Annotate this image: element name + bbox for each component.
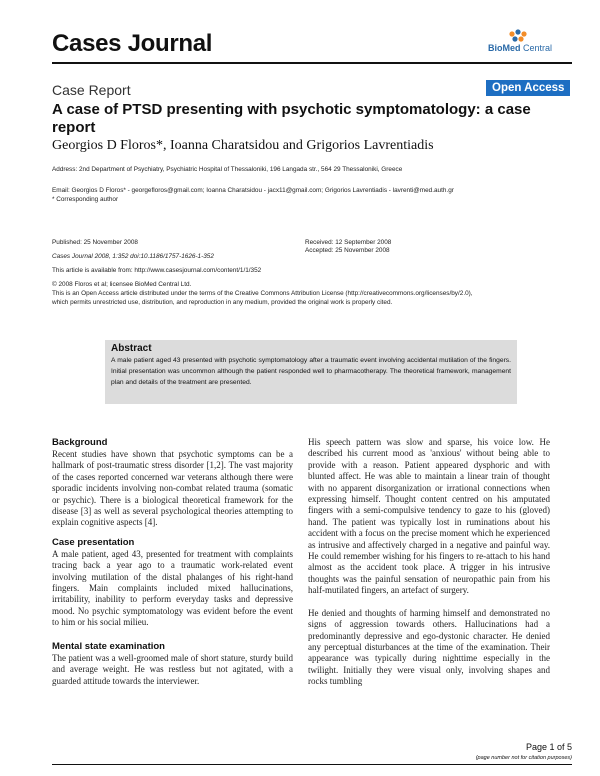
article-title: A case of PTSD presenting with psychotic symptomatology: a case report [52, 101, 531, 136]
right-paragraph-1: His speech pattern was slow and sparse, his voice low. He described his current mood as 'anxious' without being able to provide with a reason. Patient appeared dysphoric and with blunted affect. He was able to maintain a linear train of thought with no apparent disorganization or irrational connections when expressing himself. Thought content centred on his amputated fingers with a semi-compulsive tendency to gaze to his (gloved) hand. The patient was typically lost in ruminations about his accident with a focus on the precise moment which he experienced as intrusive and affectively charged in a negative and painful way. He could remember wishing for his fingers to re-attach to his hand almost as the accident took place. A trigger in his intrusive thoughts was the painful sensation of neuropathic pain from his half-mutilated fingers, an artefact of surgery. [308, 437, 550, 596]
abstract-heading: Abstract [111, 343, 152, 354]
published-date: Published: 25 November 2008 [52, 239, 138, 246]
biomed-central-logo [488, 28, 562, 54]
received-date: Received: 12 September 2008 [305, 239, 392, 246]
logo-publisher-light: Central [520, 43, 553, 53]
article-type: Case Report [52, 82, 131, 98]
mental-state-text: The patient was a well-groomed male of short stature, sturdy build and average weight. He was restless but not agitated, with a guarded attitude towards the interviewer. [52, 652, 293, 686]
right-paragraph-2: He denied and thoughts of harming himself and demonstrated no signs of aggression towards others. Hallucinations had a predominantly depressive and ego-dystonic character. He denied any perceptual disturbances at the time of the examination. Their appearance was typically during nighttime especially in the twilight. Initially they were visual only, involving shapes and rocks tumbling [308, 607, 550, 687]
page-number-note: (page number not for citation purposes) [475, 755, 572, 761]
author-list: Georgios D Floros*, Ioanna Charatsidou and Grigorios Lavrentiadis [52, 138, 434, 153]
background-heading: Background [52, 437, 108, 448]
mental-state-heading: Mental state examination [52, 640, 165, 652]
author-emails: Email: Georgios D Floros* - georgefloros@gmail.com; Ioanna Charatsidou - jacx11@gmail.com; Grigorios Lavrentiadis - lavrenti@med.auth.gr [52, 187, 454, 194]
journal-title: Cases Journal [52, 30, 213, 57]
page-number: Page 1 of 5 [525, 742, 572, 752]
abstract-box [105, 340, 517, 404]
corresponding-note: * Corresponding author [52, 196, 119, 203]
case-presentation-text: A male patient, aged 43, presented for treatment with complaints tracing back a year ago to a traumatic work-related event involving mutilation of the distal phalanges of his right-hand fingers. Main complaints included mixed hallucinations, irritability, inability to perform everyday tasks and depressive mood. No psychic symptomatology was evident before the event to him or his social milieu. [52, 548, 293, 628]
case-presentation-heading: Case presentation [52, 536, 135, 548]
article-url[interactable]: This article is available from: http://www.casesjournal.com/content/1/1/352 [52, 267, 262, 274]
left-column [52, 437, 293, 687]
background-text: Recent studies have shown that psychotic symptoms can be a hallmark of post-traumatic stress disorder [1,2]. The vast majority of the cases reported concerned war veterans although there were sporadic incidents involving non-combat related trauma (somatic or psychic). There is a biological theoretical framework for the disease [3] as well as several psychological theories attempting to explain cognitive aspects [4]. [52, 449, 293, 528]
copyright: © 2008 Floros et al; licensee BioMed Central Ltd. [52, 281, 192, 288]
header-rule [52, 62, 572, 64]
license-line-1: This is an Open Access article distributed under the terms of the Creative Commons Attribution License (http://creativecommons.org/licenses/by/2.0), [52, 290, 473, 297]
abstract-text: A male patient aged 43 presented with psychotic symptomatology after a traumatic event involving accidental mutilation of the fingers. Initial presentation was uncommon although the patient responded well to pharmacotherapy. The theoretical framework, management plan and details of the treatment are presented. [111, 357, 511, 386]
footer-rule [52, 764, 572, 765]
accepted-date: Accepted: 25 November 2008 [305, 247, 390, 254]
citation: Cases Journal 2008, 1:352 doi:10.1186/1757-1626-1-352 [52, 253, 214, 260]
logo-publisher-bold: BioMed [488, 43, 521, 53]
open-access-badge: Open Access [486, 80, 570, 96]
author-address: Address: 2nd Department of Psychiatry, Psychiatric Hospital of Thessaloniki, 196 Langada str., 564 29 Thessaloniki, Greece [52, 166, 403, 173]
license-line-2: which permits unrestricted use, distribution, and reproduction in any medium, provided the original work is properly cited. [52, 299, 393, 306]
right-column [308, 437, 550, 688]
